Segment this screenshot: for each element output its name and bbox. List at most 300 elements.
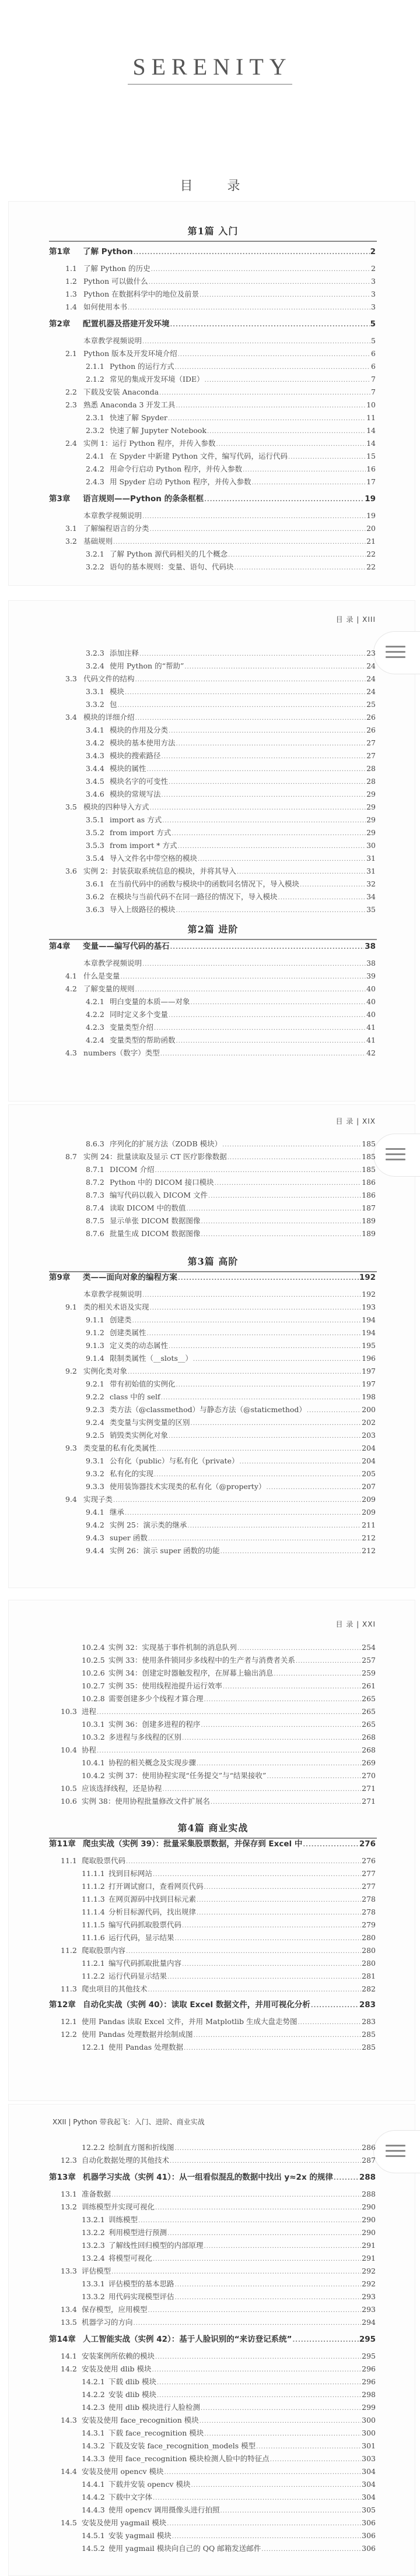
toc-entry[interactable] <box>86 737 376 749</box>
toc-entry[interactable] <box>61 1744 376 1756</box>
toc-entry[interactable] <box>61 2016 376 2028</box>
entry-page-number: 277 <box>362 1869 376 1878</box>
toc-entry[interactable] <box>86 827 376 839</box>
menu-button[interactable] <box>373 1134 420 1177</box>
entry-title: 使用 dlib 模块进行人脸检测 <box>108 2403 200 2412</box>
toc-entry[interactable] <box>65 386 376 398</box>
toc-entry[interactable] <box>65 438 376 449</box>
entry-number: 8.7.4 <box>86 1203 104 1212</box>
leader-dots <box>134 247 370 259</box>
leader-dots <box>154 1469 361 1481</box>
leader-dots <box>222 1139 361 1151</box>
toc-entry[interactable] <box>86 1314 376 1326</box>
toc-entry[interactable] <box>61 2155 376 2166</box>
toc-entry[interactable] <box>61 2201 376 2213</box>
leader-dots <box>163 1784 362 1796</box>
toc-entry[interactable] <box>61 1945 376 1956</box>
leader-dots <box>292 2335 358 2346</box>
toc-entry[interactable] <box>65 335 376 347</box>
leader-dots <box>228 550 366 561</box>
entry-number: 3.2.4 <box>86 661 104 670</box>
toc-entry[interactable] <box>61 2188 376 2200</box>
toc-entry[interactable] <box>82 2376 376 2388</box>
toc-entry[interactable] <box>86 660 376 672</box>
toc-entry[interactable] <box>61 1706 376 1718</box>
entry-title: 了解编程语言的分类 <box>83 524 149 533</box>
entry-number: 10.3.2 <box>82 1733 105 1741</box>
entry-title: 显示单张 DICOM 数据图像 <box>110 1216 201 1225</box>
toc-chapter-entry[interactable] <box>49 941 376 952</box>
toc-entry[interactable] <box>82 2491 376 2503</box>
menu-button[interactable] <box>373 2130 420 2173</box>
entry-page-number: 286 <box>362 2143 376 2152</box>
toc-entry[interactable] <box>61 1796 376 1807</box>
toc-entry[interactable] <box>86 1507 376 1518</box>
toc-entry[interactable] <box>86 1532 376 1544</box>
entry-page-number: 290 <box>362 2215 376 2224</box>
toc-entry[interactable] <box>86 463 376 475</box>
entry-title: class 中的 self <box>110 1392 160 1401</box>
entry-title: 下载并安装 opencv 模块 <box>108 2480 191 2489</box>
toc-entry[interactable] <box>86 1009 376 1020</box>
menu-button[interactable] <box>373 631 420 674</box>
entry-title: 类变量与实例变量的区别 <box>110 1418 190 1427</box>
entry-title: 带有初始值的实例化 <box>110 1380 176 1388</box>
toc-entry[interactable] <box>86 425 376 437</box>
entry-title: 公有化（public）与私有化（private） <box>110 1456 239 1465</box>
entry-number: 第2章 <box>49 319 71 329</box>
entry-page-number: 28 <box>366 777 376 786</box>
toc-entry[interactable] <box>86 891 376 903</box>
toc-entry[interactable] <box>61 2363 376 2375</box>
toc-entry[interactable] <box>86 1468 376 1480</box>
toc-entry[interactable] <box>61 2517 376 2529</box>
leader-dots <box>154 1023 366 1034</box>
toc-entry[interactable] <box>86 1455 376 1467</box>
entry-title: Python 的运行方式 <box>110 362 174 371</box>
entry-page-number: 20 <box>366 524 376 533</box>
toc-entry[interactable] <box>65 1301 376 1313</box>
toc-entry[interactable] <box>82 1881 376 1892</box>
toc-entry[interactable] <box>82 1958 376 1969</box>
toc-entry[interactable] <box>86 814 376 826</box>
toc-entry[interactable] <box>82 2291 376 2303</box>
toc-entry[interactable] <box>86 1404 376 1416</box>
entry-page-number: 194 <box>362 1328 376 1337</box>
toc-entry[interactable] <box>61 1783 376 1794</box>
entry-title: 模块的基本使用方法 <box>110 738 176 747</box>
toc-entry[interactable] <box>82 1655 376 1666</box>
leader-dots <box>159 388 370 399</box>
leader-dots <box>201 1720 361 1732</box>
leader-dots <box>307 1405 361 1417</box>
entry-page-number: 265 <box>362 1707 376 1716</box>
entry-page-number: 282 <box>362 1984 376 1993</box>
entry-title: 模块 <box>110 687 125 696</box>
entry-title: 使用 Pandas 处理数据并绘制成图 <box>82 2030 193 2039</box>
toc-entry[interactable] <box>65 288 376 300</box>
toc-entry[interactable] <box>61 1983 376 1995</box>
toc-entry[interactable] <box>82 2142 376 2153</box>
entry-title: 安装及使用 dlib 模块 <box>82 2364 152 2373</box>
toc-entry[interactable] <box>82 1642 376 1653</box>
toc-entry[interactable] <box>82 1667 376 1679</box>
leader-dots <box>201 1216 362 1228</box>
leader-dots <box>132 1315 362 1327</box>
leader-dots <box>157 2377 361 2389</box>
entry-number: 3.5.4 <box>86 854 104 863</box>
toc-entry[interactable] <box>86 374 376 385</box>
toc-entry[interactable] <box>86 1190 376 1201</box>
toc-entry[interactable] <box>82 1894 376 1905</box>
toc-entry[interactable] <box>61 2415 376 2426</box>
leader-dots <box>162 815 366 827</box>
leader-dots <box>176 400 366 412</box>
entry-number: 9.1.4 <box>86 1354 104 1363</box>
toc-chapter-entry[interactable] <box>49 2334 376 2345</box>
entry-title: 常见的集成开发环境（IDE） <box>110 375 204 383</box>
toc-entry[interactable] <box>86 451 376 462</box>
entry-title: 用 Spyder 启动 Python 程序，并传入参数 <box>110 477 251 486</box>
entry-page-number: 280 <box>362 1959 376 1968</box>
leader-dots <box>170 319 370 331</box>
leader-dots <box>169 1431 361 1442</box>
entry-title: 私有化的实现 <box>110 1469 154 1478</box>
toc-entry[interactable] <box>61 2304 376 2315</box>
toc-entry[interactable] <box>82 1732 376 1743</box>
toc-entry[interactable] <box>82 2214 376 2226</box>
toc-entry[interactable] <box>82 2278 376 2290</box>
toc-entry[interactable] <box>86 561 376 573</box>
part-heading: 第1篇 入门 <box>49 224 377 242</box>
leader-dots <box>150 1303 362 1314</box>
toc-entry[interactable] <box>86 361 376 372</box>
entry-page-number: 5 <box>370 319 376 329</box>
toc-entry[interactable] <box>65 263 376 275</box>
toc-entry[interactable] <box>65 1047 376 1059</box>
brand-header <box>0 54 420 85</box>
toc-entry[interactable] <box>82 1719 376 1730</box>
toc-entry[interactable] <box>86 1378 376 1390</box>
entry-page-number: 31 <box>366 854 376 863</box>
entry-page-number: 197 <box>362 1367 376 1375</box>
toc-entry[interactable] <box>86 686 376 698</box>
toc-entry[interactable] <box>86 1340 376 1352</box>
entry-page-number: 276 <box>362 1856 376 1865</box>
toc-entry[interactable] <box>86 699 376 710</box>
toc-entry[interactable] <box>86 724 376 736</box>
entry-number: 1.1 <box>65 264 77 273</box>
entry-page-number: 28 <box>366 764 376 773</box>
entry-page-number: 19 <box>365 494 376 504</box>
entry-title: 利用模型进行预测 <box>108 2228 167 2237</box>
entry-title: 基础规则 <box>83 537 113 546</box>
entry-number: 9.1.1 <box>86 1315 104 1324</box>
toc-entry[interactable] <box>86 1177 376 1188</box>
toc-chapter-entry[interactable] <box>49 1272 376 1283</box>
entry-title: 了解 Python 的历史 <box>83 264 150 273</box>
toc-entry[interactable] <box>65 958 376 969</box>
toc-entry[interactable] <box>86 1138 376 1150</box>
entry-number: 10.2.8 <box>82 1694 105 1703</box>
entry-title: 类——面向对象的编程方案 <box>83 1273 177 1282</box>
toc-entry[interactable] <box>65 712 376 723</box>
entry-page-number: 293 <box>362 2292 376 2301</box>
entry-page-number: 10 <box>366 400 376 409</box>
entry-number: 3.2.3 <box>86 649 104 657</box>
entry-page-number: 292 <box>362 2267 376 2275</box>
entry-number: 3.4.4 <box>86 764 104 773</box>
toc-entry[interactable] <box>61 2029 376 2040</box>
entry-page-number: 186 <box>362 1178 376 1187</box>
entry-page-number: 41 <box>366 1023 376 1032</box>
toc-entry[interactable] <box>65 1366 376 1377</box>
toc-entry[interactable] <box>86 1022 376 1033</box>
entry-title: 批量生成 DICOM 数据图像 <box>110 1229 201 1238</box>
toc-entry[interactable] <box>82 1770 376 1782</box>
toc-entry[interactable] <box>82 2453 376 2465</box>
entry-title: 爬虫项目的其他技术 <box>82 1984 148 1993</box>
entry-title: 保存模型，应用模型 <box>82 2305 148 2314</box>
leader-dots <box>97 1746 361 1757</box>
toc-entry[interactable] <box>82 2042 376 2053</box>
entry-title: 编写代码抓取批量内容 <box>108 1959 182 1968</box>
toc-entry[interactable] <box>65 510 376 522</box>
toc-entry[interactable] <box>82 2440 376 2452</box>
toc-chapter-entry[interactable] <box>49 493 376 505</box>
toc-entry[interactable] <box>65 801 376 813</box>
entry-number: 3.4.5 <box>86 777 104 786</box>
toc-entry[interactable] <box>65 1151 376 1163</box>
toc-entry[interactable] <box>82 2227 376 2239</box>
toc-entry[interactable] <box>86 412 376 424</box>
entry-number: 3.4.2 <box>86 738 104 747</box>
toc-entry[interactable] <box>86 1545 376 1557</box>
entry-page-number: 25 <box>366 700 376 709</box>
toc-entry[interactable] <box>82 2402 376 2413</box>
entry-page-number: 278 <box>362 1895 376 1903</box>
toc-entry[interactable] <box>86 1164 376 1176</box>
toc-entry[interactable] <box>61 2265 376 2277</box>
leader-dots <box>300 879 366 891</box>
toc-entry[interactable] <box>86 1228 376 1240</box>
leader-dots <box>187 1521 361 1532</box>
leader-dots <box>239 1456 361 1468</box>
toc-entry[interactable] <box>82 1906 376 1918</box>
leader-dots <box>153 1869 361 1881</box>
toc-entry[interactable] <box>61 2317 376 2328</box>
toc-entry[interactable] <box>86 476 376 488</box>
entry-title: 模块名字的可变性 <box>110 777 169 786</box>
entry-title: from import 方式 <box>110 828 172 837</box>
entry-title: 编写代码抓取股票代码 <box>108 1920 182 1929</box>
toc-entry[interactable] <box>86 1430 376 1441</box>
toc-entry[interactable] <box>86 776 376 787</box>
toc-entry[interactable] <box>86 647 376 659</box>
entry-title: 评估模型的基本思路 <box>108 2279 174 2288</box>
entry-number: 3.1 <box>65 524 77 533</box>
leader-dots <box>178 349 370 361</box>
entry-page-number: 185 <box>362 1165 376 1174</box>
toc-entry[interactable] <box>65 348 376 360</box>
entry-number: 12.1 <box>61 2017 77 2026</box>
toc-entry[interactable] <box>82 2427 376 2439</box>
leader-dots <box>176 1380 362 1391</box>
toc-entry[interactable] <box>82 1919 376 1931</box>
toc-entry[interactable] <box>82 2253 376 2264</box>
entry-page-number: 192 <box>359 1273 376 1282</box>
toc-entry[interactable] <box>65 865 376 877</box>
toc-entry[interactable] <box>65 536 376 547</box>
entry-title: 了解线性回归模型的内部原理 <box>108 2241 204 2250</box>
toc-entry[interactable] <box>61 2466 376 2478</box>
toc-entry[interactable] <box>86 1353 376 1364</box>
entry-number: 3.4.1 <box>86 726 104 734</box>
toc-entry[interactable] <box>86 1327 376 1339</box>
entry-number: 10.3 <box>61 1707 77 1716</box>
entry-title: 自动化数据处理的其他技术 <box>82 2156 170 2165</box>
entry-page-number: 288 <box>359 2173 376 2182</box>
leader-dots <box>167 2228 361 2240</box>
entry-title: 添加注释 <box>110 649 139 657</box>
entry-page-number: 29 <box>366 790 376 798</box>
toc-entry[interactable] <box>86 548 376 560</box>
toc-entry[interactable] <box>65 276 376 287</box>
entry-page-number: 195 <box>362 1341 376 1350</box>
toc-entry[interactable] <box>86 1481 376 1493</box>
toc-entry[interactable] <box>61 1855 376 1867</box>
toc-entry[interactable] <box>86 1215 376 1227</box>
toc-entry[interactable] <box>82 1680 376 1692</box>
toc-entry[interactable] <box>65 301 376 313</box>
entry-title: 语言规则——Python 的条条框框 <box>83 494 204 504</box>
entry-page-number: 2 <box>371 264 376 273</box>
toc-entry[interactable] <box>82 2479 376 2490</box>
toc-chapter-entry[interactable] <box>49 1999 376 2011</box>
entry-page-number: 301 <box>362 2441 376 2450</box>
entry-number: 2.4.1 <box>86 452 104 460</box>
entry-number: 9.3.1 <box>86 1456 104 1465</box>
entry-page-number: 185 <box>362 1139 376 1148</box>
toc-entry[interactable] <box>82 2389 376 2401</box>
leader-dots <box>147 1328 362 1340</box>
entry-page-number: 26 <box>366 713 376 722</box>
leader-dots <box>201 1229 362 1241</box>
toc-chapter-entry[interactable] <box>49 318 376 330</box>
leader-dots <box>274 1669 361 1680</box>
leader-dots <box>126 1946 361 1958</box>
entry-number: 2.3 <box>65 400 77 409</box>
entry-number: 2.1.1 <box>86 362 104 371</box>
entry-title: 实例 36：创建多进程的程序 <box>108 1720 201 1729</box>
entry-title: 下载 face_recognition 模块 <box>108 2429 204 2437</box>
toc-entry[interactable] <box>65 970 376 982</box>
toc-entry[interactable] <box>82 1932 376 1944</box>
entry-title: 在模块与当前代码不在同一路径的情况下，导入模块 <box>110 892 278 901</box>
toc-entry[interactable] <box>86 789 376 800</box>
entry-page-number: 30 <box>366 841 376 850</box>
entry-number: 3.5.3 <box>86 841 104 850</box>
entry-page-number: 305 <box>362 2505 376 2514</box>
toc-entry[interactable] <box>86 996 376 1008</box>
toc-entry[interactable] <box>86 853 376 864</box>
toc-entry[interactable] <box>82 2530 376 2542</box>
toc-entry[interactable] <box>65 1494 376 1505</box>
toc-entry[interactable] <box>65 399 376 411</box>
toc-entry[interactable] <box>86 1034 376 1046</box>
toc-entry[interactable] <box>82 2240 376 2251</box>
toc-chapter-entry[interactable] <box>49 246 376 258</box>
entry-page-number: 290 <box>362 2228 376 2237</box>
entry-title: 模块的常规写法 <box>110 790 161 798</box>
entry-page-number: 265 <box>362 1694 376 1703</box>
toc-entry[interactable] <box>65 523 376 534</box>
leader-dots <box>162 751 366 763</box>
toc-entry[interactable] <box>86 1519 376 1531</box>
leader-dots <box>198 854 366 865</box>
toc-entry[interactable] <box>86 1202 376 1214</box>
entry-title: 使用 Python 的“帮助” <box>110 661 184 670</box>
entry-title: 包 <box>110 700 117 709</box>
entry-title: 如何使用本书 <box>83 302 128 311</box>
entry-number: 9.4.4 <box>86 1546 104 1555</box>
entry-page-number: 209 <box>362 1508 376 1516</box>
toc-entry[interactable] <box>82 2543 376 2554</box>
toc-entry[interactable] <box>86 840 376 851</box>
entry-number: 3.5.1 <box>86 815 104 824</box>
entry-number: 14.4.2 <box>82 2493 105 2501</box>
entry-title: Python 中的 DICOM 接口模块 <box>110 1178 214 1187</box>
toc-entry[interactable] <box>82 2504 376 2516</box>
toc-entry[interactable] <box>82 1757 376 1769</box>
leader-dots <box>176 905 366 917</box>
entry-number: 4.2.1 <box>86 997 104 1006</box>
entry-number: 12.2.2 <box>82 2143 105 2152</box>
entry-page-number: 186 <box>362 1191 376 1199</box>
toc-entry[interactable] <box>86 904 376 916</box>
toc-entry[interactable] <box>86 1417 376 1428</box>
entry-number: 9.4.2 <box>86 1521 104 1529</box>
toc-entry[interactable] <box>65 1442 376 1454</box>
entry-title: 下载及安装 Anaconda <box>83 388 159 396</box>
toc-entry[interactable] <box>82 1868 376 1880</box>
leader-dots <box>175 362 370 374</box>
toc-entry[interactable] <box>82 1970 376 1982</box>
toc-entry[interactable] <box>86 763 376 775</box>
leader-dots <box>121 972 366 983</box>
toc-chapter-entry[interactable] <box>49 1838 376 1850</box>
entry-page-number: 268 <box>362 1746 376 1754</box>
entry-number: 10.2.6 <box>82 1669 105 1677</box>
entry-title: 代码文件的结构 <box>83 674 135 683</box>
toc-entry[interactable] <box>65 983 376 995</box>
entry-title: super 函数 <box>110 1533 148 1542</box>
toc-entry[interactable] <box>61 2350 376 2362</box>
leader-dots <box>148 2305 362 2317</box>
toc-entry[interactable] <box>65 673 376 685</box>
toc-entry[interactable] <box>86 878 376 890</box>
entry-page-number: 212 <box>362 1546 376 1555</box>
toc-entry[interactable] <box>65 1289 376 1300</box>
leader-dots <box>135 713 366 724</box>
entry-title: 应该选择线程，还是协程 <box>82 1784 162 1793</box>
toc-entry[interactable] <box>82 1693 376 1705</box>
toc-chapter-entry[interactable] <box>49 2172 376 2183</box>
entry-page-number: 194 <box>362 1315 376 1324</box>
toc-entry[interactable] <box>86 1391 376 1403</box>
leader-dots <box>149 277 370 288</box>
toc-entry[interactable] <box>86 750 376 762</box>
